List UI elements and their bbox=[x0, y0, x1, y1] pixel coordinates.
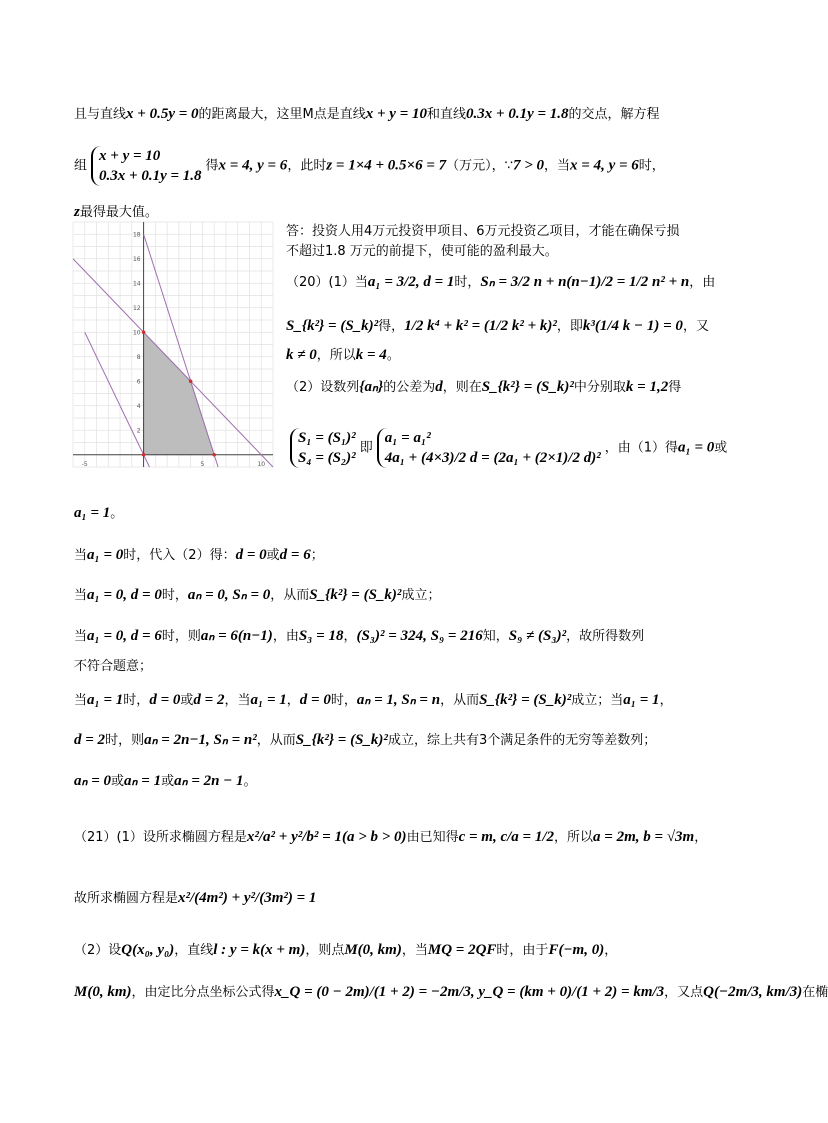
equation: aₙ = 1, Sₙ = n bbox=[356, 692, 441, 708]
text: ， bbox=[694, 830, 708, 845]
text: 中分别取 bbox=[573, 380, 626, 395]
line-3 bbox=[74, 202, 158, 223]
text: 在椭 bbox=[802, 985, 828, 1000]
text: ，由（1）得 bbox=[604, 440, 678, 456]
vertex-point bbox=[142, 330, 146, 334]
q20-line-3 bbox=[286, 345, 400, 366]
text: ，从而 bbox=[270, 588, 310, 603]
equation: d = 0 bbox=[235, 547, 267, 563]
equation: k = 4 bbox=[355, 347, 387, 363]
equation: a₁ = a₁² bbox=[384, 430, 431, 446]
text: 且与直线 bbox=[74, 107, 127, 122]
equation: a₁ = 0 bbox=[87, 547, 124, 563]
text: 。 bbox=[386, 348, 400, 363]
equation: aₙ = 0 bbox=[74, 773, 112, 789]
line-x-05y-0 bbox=[85, 332, 150, 467]
equation: x = 4, y = 6 bbox=[218, 157, 288, 174]
x-tick-label: -5 bbox=[81, 460, 88, 468]
text: ，当 bbox=[544, 158, 571, 174]
equation: a₁ = 0, d = 6 bbox=[87, 628, 162, 644]
equation: d = 0 bbox=[149, 692, 181, 708]
answer-line-2 bbox=[286, 242, 558, 262]
text: 当 bbox=[74, 548, 88, 563]
x-tick-label: 10 bbox=[257, 460, 266, 468]
line-9 bbox=[74, 626, 644, 647]
equation: 4a₁ + (4×3)/2 d = (2a₁ + (2×1)/2 d)² bbox=[384, 450, 601, 466]
equation: S_{k²} = (S_k)² bbox=[309, 587, 402, 603]
line-12 bbox=[74, 730, 656, 751]
text: 或 bbox=[714, 440, 728, 456]
text: 即 bbox=[359, 440, 373, 456]
equation: aₙ = 6(n−1) bbox=[200, 628, 273, 644]
text: 或 bbox=[180, 693, 194, 708]
text: 时，则 bbox=[105, 733, 145, 748]
text: （万元），∵ bbox=[446, 158, 513, 174]
text: ， bbox=[659, 693, 673, 708]
text: 的公差为 bbox=[383, 380, 436, 395]
text: 时， bbox=[330, 693, 357, 708]
equation: d = 2 bbox=[193, 692, 225, 708]
text: 知， bbox=[482, 629, 509, 644]
equation: S_{k²} = (S_k)² bbox=[286, 318, 379, 334]
equation: z bbox=[74, 204, 80, 220]
y-tick-label: 6 bbox=[136, 378, 141, 386]
equation: k = 1,2 bbox=[625, 379, 669, 395]
equation: Sₙ = 3/2 n + n(n−1)/2 = 1/2 n² + n bbox=[480, 274, 690, 290]
equation: x²/(4m²) + y²/(3m²) = 1 bbox=[178, 890, 317, 906]
equation: a₁ = 1 bbox=[74, 505, 111, 521]
text: ， bbox=[604, 943, 618, 958]
text: 得 bbox=[668, 380, 682, 395]
text: ，直线 bbox=[174, 943, 214, 958]
equation: x_Q = (0 − 2m)/(1 + 2) = −2m/3, y_Q = (km + 0)/(1 + 2) = km/3 bbox=[274, 984, 665, 1000]
text: ，所以 bbox=[316, 348, 356, 363]
equation: a₁ = 0 bbox=[677, 439, 715, 456]
x-tick-label: 5 bbox=[200, 460, 205, 468]
text: 时，由于 bbox=[496, 943, 549, 958]
y-tick-label: 18 bbox=[132, 231, 141, 239]
q21-line-4 bbox=[74, 982, 828, 1003]
text: 时，则 bbox=[161, 629, 201, 644]
text: 组 bbox=[74, 158, 88, 174]
equation: c = m, c/a = 1/2 bbox=[458, 829, 554, 845]
equation: aₙ = 0, Sₙ = 0 bbox=[187, 587, 271, 603]
y-tick-label: 16 bbox=[132, 255, 141, 263]
equation: x + y = 10 bbox=[99, 148, 161, 164]
text: 或 bbox=[266, 548, 280, 563]
text: ，则点 bbox=[305, 943, 345, 958]
text: ，当 bbox=[401, 943, 428, 958]
line-6 bbox=[74, 503, 123, 524]
text: （20）(1）当 bbox=[286, 275, 368, 290]
text: 成立；当 bbox=[571, 693, 624, 708]
q20-line-2 bbox=[286, 316, 709, 337]
text: ，则在 bbox=[442, 380, 482, 395]
text: 答：投资人用4万元投资甲项目、6万元投资乙项目，才能在确保亏损 bbox=[286, 224, 680, 239]
text: ，由定比分点坐标公式得 bbox=[131, 985, 275, 1000]
equation: 7 > 0 bbox=[512, 157, 544, 174]
text: 时， bbox=[454, 275, 481, 290]
equation: d = 2 bbox=[74, 732, 106, 748]
text: 。 bbox=[243, 774, 257, 789]
q21-line-3 bbox=[74, 940, 617, 961]
text: 成立； bbox=[401, 588, 441, 603]
equation: 0.3x + 0.1y = 1.8 bbox=[466, 106, 569, 122]
equation: z = 1×4 + 0.5×6 = 7 bbox=[326, 157, 447, 174]
line-10 bbox=[74, 657, 152, 677]
text: 成立，综上共有3个满足条件的无穷等差数列； bbox=[387, 733, 657, 748]
text: 不超过1.8 万元的前提下，使可能的盈利最大。 bbox=[286, 244, 558, 259]
equation: k³(1/4 k − 1) = 0 bbox=[582, 318, 683, 334]
y-tick-label: 4 bbox=[136, 402, 141, 410]
equation: (S₃)² = 324, S₉ = 216 bbox=[356, 628, 483, 644]
text: 或 bbox=[111, 774, 125, 789]
q21-line-1 bbox=[74, 827, 707, 848]
q21-line-2 bbox=[74, 888, 316, 909]
text: 的距离最大，这里M点是直线 bbox=[198, 107, 366, 122]
equation: S₃ = 18 bbox=[298, 628, 344, 644]
text: ， bbox=[343, 629, 357, 644]
text: 最得最大值。 bbox=[79, 205, 158, 220]
answer-line-1 bbox=[286, 222, 680, 242]
equation-system bbox=[377, 428, 601, 468]
equation: F(−m, 0) bbox=[548, 942, 605, 958]
equation: a₁ = 0, d = 0 bbox=[87, 587, 162, 603]
equation: a₁ = 1 bbox=[623, 692, 660, 708]
text: 当 bbox=[74, 693, 88, 708]
equation: a = 2m, b = √3m bbox=[593, 829, 695, 845]
text: 当 bbox=[74, 588, 88, 603]
vertex-point bbox=[212, 453, 216, 457]
line-13 bbox=[74, 771, 257, 792]
text: 时， bbox=[161, 588, 188, 603]
text: ，故所得数列 bbox=[566, 629, 645, 644]
text: 时， bbox=[123, 693, 150, 708]
line-1 bbox=[74, 104, 660, 125]
equation: M(0, km) bbox=[74, 984, 132, 1000]
text: ，又 bbox=[682, 319, 709, 334]
equation: d bbox=[435, 379, 443, 395]
vertex-point bbox=[189, 379, 193, 383]
q20-line-5 bbox=[286, 428, 727, 468]
text: （2）设 bbox=[74, 943, 122, 958]
equation: x + y = 10 bbox=[365, 106, 428, 122]
y-tick-label: 2 bbox=[136, 427, 141, 435]
text: 的交点，解方程 bbox=[568, 107, 660, 122]
line-11 bbox=[74, 690, 673, 711]
equation: 1/2 k⁴ + k² = (1/2 k² + k)² bbox=[404, 318, 557, 334]
text: 得 bbox=[205, 158, 219, 174]
text: ，此时 bbox=[287, 158, 327, 174]
text: ，所以 bbox=[554, 830, 594, 845]
equation: S_{k²} = (S_k)² bbox=[295, 732, 388, 748]
text: ，从而 bbox=[440, 693, 480, 708]
y-tick-label: 10 bbox=[132, 329, 141, 337]
line-8 bbox=[74, 585, 440, 606]
text: 时， bbox=[638, 158, 665, 174]
text: 当 bbox=[74, 629, 88, 644]
equation: S₁ = (S₁)² bbox=[298, 430, 356, 446]
text: （2）设数列 bbox=[286, 380, 360, 395]
text: ，即 bbox=[556, 319, 583, 334]
vertex-point bbox=[142, 453, 146, 457]
text: ，又点 bbox=[664, 985, 704, 1000]
equation: {aₙ} bbox=[359, 379, 384, 395]
text: ，由 bbox=[689, 275, 716, 290]
equation: aₙ = 1 bbox=[124, 773, 162, 789]
text: ，当 bbox=[224, 693, 251, 708]
y-tick-label: 8 bbox=[136, 353, 141, 361]
text: 。 bbox=[110, 506, 124, 521]
text: ，由 bbox=[272, 629, 299, 644]
text: （21）(1）设所求椭圆方程是 bbox=[74, 830, 247, 845]
equation: a₁ = 1 bbox=[87, 692, 124, 708]
text: ，从而 bbox=[256, 733, 296, 748]
equation-system bbox=[290, 428, 356, 468]
equation: x + 0.5y = 0 bbox=[126, 106, 199, 122]
equation: S_{k²} = (S_k)² bbox=[481, 379, 574, 395]
equation: Q(−2m/3, km/3) bbox=[703, 984, 803, 1000]
equation: M(0, km) bbox=[344, 942, 402, 958]
text: ； bbox=[310, 548, 324, 563]
equation: Q(x₀, y₀) bbox=[121, 942, 175, 958]
line-2 bbox=[74, 146, 665, 186]
equation: d = 0 bbox=[299, 692, 331, 708]
equation: 0.3x + 0.1y = 1.8 bbox=[99, 168, 202, 184]
text: 不符合题意； bbox=[74, 659, 153, 674]
equation: aₙ = 2n−1, Sₙ = n² bbox=[144, 732, 257, 748]
y-tick-label: 14 bbox=[132, 280, 141, 288]
q20-line-4 bbox=[286, 377, 681, 398]
line-7 bbox=[74, 545, 324, 566]
equation: S_{k²} = (S_k)² bbox=[479, 692, 572, 708]
equation: S₉ ≠ (S₃)² bbox=[508, 628, 567, 644]
q20-line-1 bbox=[286, 272, 715, 293]
text: 得， bbox=[378, 319, 405, 334]
equation: MQ = 2QF bbox=[427, 942, 497, 958]
text: 时，代入（2）得： bbox=[123, 548, 236, 563]
text: 和直线 bbox=[427, 107, 467, 122]
equation: d = 6 bbox=[279, 547, 311, 563]
equation: a₁ = 3/2, d = 1 bbox=[367, 274, 455, 290]
feasible-region-graph bbox=[73, 222, 273, 467]
text: ， bbox=[286, 693, 300, 708]
equation: a₁ = 1 bbox=[250, 692, 287, 708]
text: 或 bbox=[161, 774, 175, 789]
equation: S₄ = (S₂)² bbox=[298, 450, 356, 466]
equation: x = 4, y = 6 bbox=[570, 157, 639, 174]
equation: x²/a² + y²/b² = 1(a > b > 0) bbox=[246, 829, 407, 845]
equation: aₙ = 2n − 1 bbox=[174, 773, 244, 789]
equation-system bbox=[91, 146, 202, 186]
y-tick-label: 12 bbox=[132, 304, 141, 312]
equation: k ≠ 0 bbox=[286, 347, 317, 363]
text: 故所求椭圆方程是 bbox=[74, 891, 179, 906]
equation: l : y = k(x + m) bbox=[213, 942, 306, 958]
text: 由已知得 bbox=[406, 830, 459, 845]
